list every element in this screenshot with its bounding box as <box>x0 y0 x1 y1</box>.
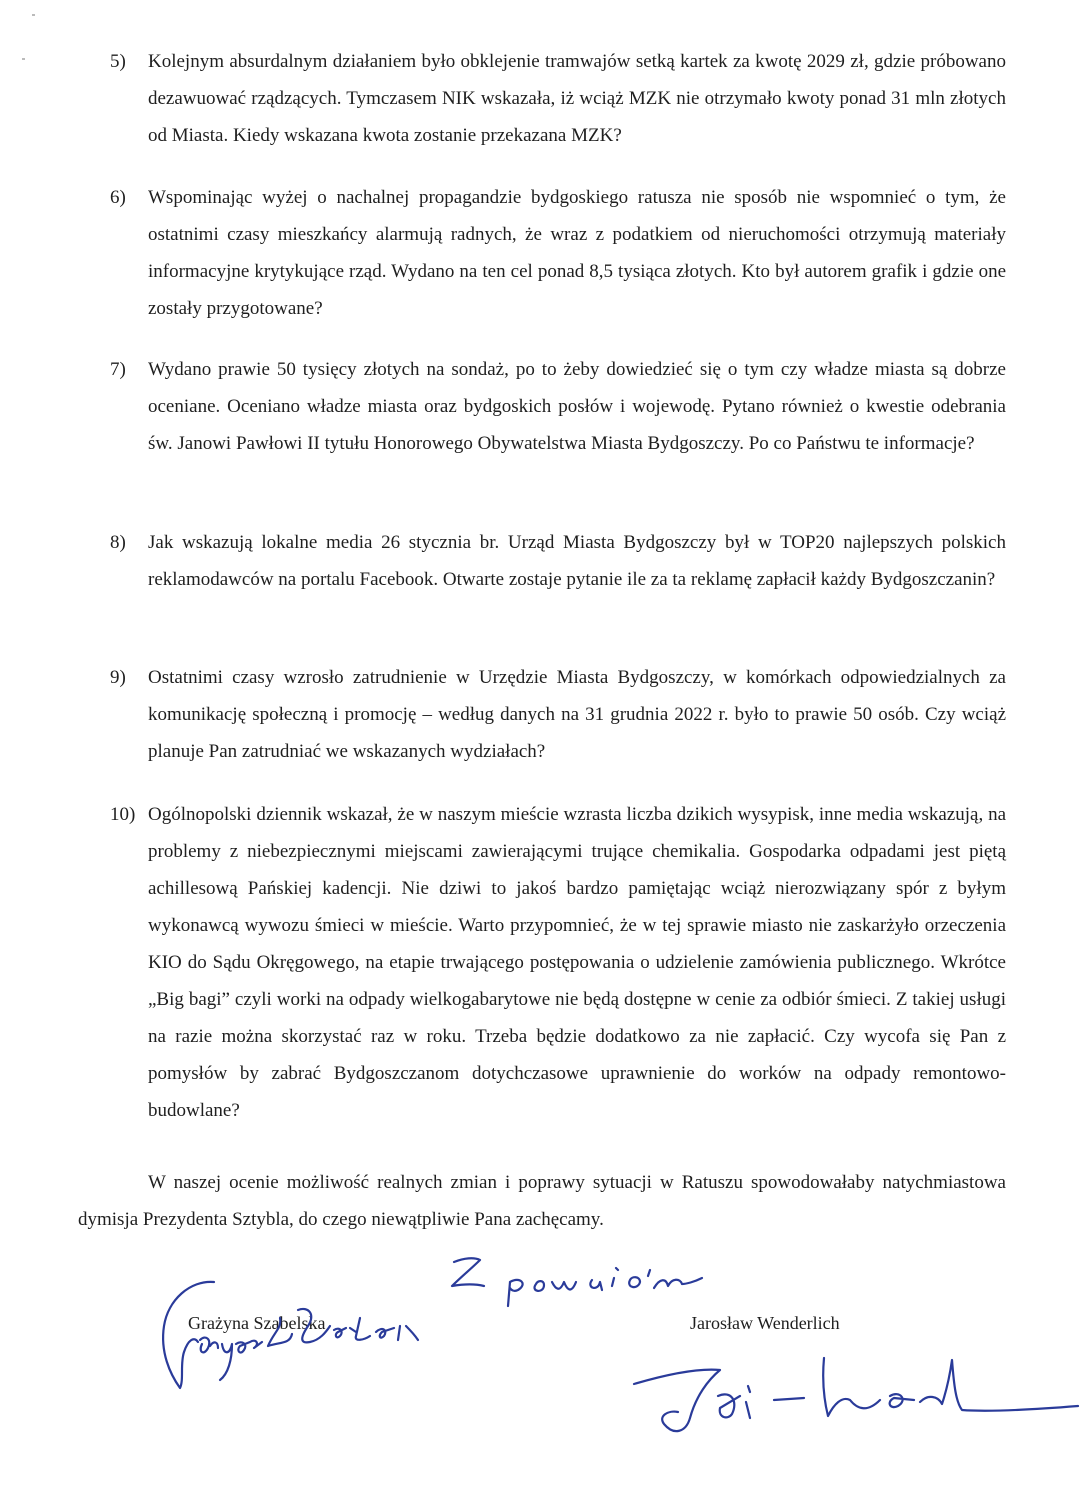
question-text: Jak wskazują lokalne media 26 stycznia br. Urząd Miasta Bydgoszczy był w TOP20 najlepszych polskich reklamodawców na portalu Facebook. Otwarte zostaje pytanie ile za ta reklamę zapłacił każdy Bydgoszczanin? <box>148 532 1006 590</box>
question-text: Ogólnopolski dziennik wskazał, że w naszym mieście wzrasta liczba dzikich wysypisk, inne media wskazują, na problemy z niebezpiecznymi miejscami zawierającymi trujące chemikalia. Gospodarka odpadami jest piętą achillesową Pańskiej kadencji. Nie dziwi to jakoś bardzo pamiętając wciąż nierozwiązany spór z byłym wykonawcą wywozu śmieci w mieście. Warto przypomnieć, że w tej sprawie miasto nie zaskarżyło orzeczenia KIO do Sądu Okręgowego, na etapie trwającego postępowania o udzielenie zamówienia publicznego. Wkrótce „Big bagi” czyli worki na odpady wielkogabarytowe nie będą dostępne w cenie za odbiór śmieci. Z takiej usługi na razie można skorzystać raz w roku. Trzeba będzie dodatkowo za nie zapłacić. Czy wycofa się Pan z pomysłów by zabrać Bydgoszczanom dotychczasowe uprawnienie do worków na odpady remontowo-budowlane? <box>148 804 1006 1121</box>
question-number: 10) <box>110 804 136 825</box>
question-number: 8) <box>110 532 126 553</box>
question-7 <box>110 351 1006 462</box>
question-text: Wspominając wyżej o nachalnej propagandzie bydgoskiego ratusza nie sposób nie wspomnieć o tym, że ostatnimi czasy mieszkańcy alarmują radnych, że wraz z podatkiem od nieruchomości otrzymują materiały informacyjne krytykujące rząd. Wydano na ten cel ponad 8,5 tysiąca złotych. Kto był autorem grafik i gdzie one zostały przygotowane? <box>148 187 1006 319</box>
scan-speck <box>32 14 35 16</box>
question-text: Ostatnimi czasy wzrosło zatrudnienie w Urzędzie Miasta Bydgoszczy, w komórkach odpowiedzialnych za komunikację społeczną i promocję – według danych na 31 grudnia 2022 r. było to prawie 50 osób. Czy wciąż planuje Pan zatrudniać we wskazanych wydziałach? <box>148 667 1006 762</box>
question-number: 7) <box>110 359 126 380</box>
closing-paragraph <box>78 1164 1006 1238</box>
signature-left <box>150 1270 430 1400</box>
question-text: Wydano prawie 50 tysięcy złotych na sondaż, po to żeby dowiedzieć się o tym czy władze miasta są dobrze oceniane. Oceniano władze miasta oraz bydgoskich posłów i wojewodę. Pytano również o kwestie odebrania św. Janowi Pawłowi II tytułu Honorowego Obywatelstwa Miasta Bydgoszczy. Po co Państwu te informacje? <box>148 359 1006 454</box>
question-9 <box>110 659 1006 770</box>
question-5 <box>110 43 1006 154</box>
closing-text: W naszej ocenie możliwość realnych zmian i poprawy sytuacji w Ratuszu spowodowałaby natychmiastowa dymisja Prezydenta Sztybla, do czego niewątpliwie Pana zachęcamy. <box>78 1172 1006 1230</box>
question-6 <box>110 179 1006 327</box>
question-number: 5) <box>110 51 126 72</box>
signatory-left-name: Grażyna Szabelska <box>188 1313 326 1333</box>
handwritten-greeting <box>440 1248 740 1314</box>
question-text: Kolejnym absurdalnym działaniem było obklejenie tramwajów setką kartek za kwotę 2029 zł, gdzie próbowano dezawuować rządzących. Tymczasem NIK wskazała, iż wciąż MZK nie otrzymało kwoty ponad 31 mln złotych od Miasta. Kiedy wskazana kwota zostanie przekazana MZK? <box>148 51 1006 146</box>
question-10 <box>110 796 1006 1129</box>
signature-right <box>628 1340 1083 1450</box>
question-number: 9) <box>110 667 126 688</box>
signatory-right-name: Jarosław Wenderlich <box>690 1313 840 1333</box>
scan-speck <box>22 58 25 60</box>
question-number: 6) <box>110 187 126 208</box>
question-8 <box>110 524 1006 598</box>
